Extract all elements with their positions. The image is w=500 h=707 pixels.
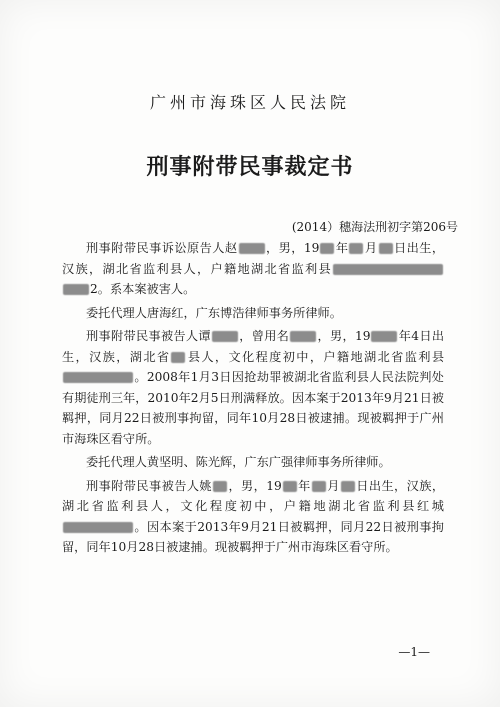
paragraph-text: 4日出生，汉族，湖北省 — [62, 329, 445, 364]
paragraph-text: 刑事附带民事诉讼原告人赵 — [86, 241, 238, 255]
redaction-mark — [290, 331, 316, 342]
redaction-mark — [349, 243, 363, 254]
redaction-mark — [63, 372, 133, 383]
redaction-mark — [283, 481, 297, 492]
paragraph — [62, 452, 444, 473]
paragraph-text: 县人，文化程度初中，户籍地湖北省监利县 — [186, 349, 445, 364]
redaction-mark — [63, 284, 89, 295]
redaction-mark — [371, 331, 397, 342]
paragraph-text: 刑事附带民事被告人姚 — [86, 478, 213, 493]
case-number: (2014）穗海法刑初字第206号 — [291, 220, 458, 234]
paragraph-text: 2。系本案被害人。 — [90, 282, 196, 296]
redaction-mark — [212, 331, 238, 342]
paragraph-text: 年 — [398, 329, 412, 343]
paragraph-text: 委托代理人黄坚明、陈光辉，广东广强律师事务所律师。 — [86, 455, 391, 469]
redaction-mark — [63, 522, 133, 533]
paragraph-text: 刑事附带民事被告人谭 — [86, 329, 211, 343]
redaction-mark — [333, 264, 443, 275]
redaction-mark — [341, 481, 355, 492]
redaction-mark — [213, 481, 227, 492]
paragraph-text: 月 — [326, 478, 340, 493]
paragraph-text: ，曾用名 — [238, 329, 290, 343]
redaction-mark — [312, 481, 326, 492]
paragraph-text: 日出生，汉族，湖北省监利县人，文化程度初中，户籍地湖北省监利县红城 — [62, 478, 445, 513]
paragraph-text: ，男，19 — [317, 329, 371, 343]
page-number: —1— — [398, 645, 430, 659]
redaction-mark — [379, 243, 393, 254]
paragraph — [62, 303, 444, 324]
paragraph-text: ，男，19 — [228, 478, 282, 493]
paragraph-text: 。2008年1月3日因抢劫罪被湖北省监利县人民法院判处有期徒刑三年，2010年2月5日刑满释放。因本案于2013年9月21日被羁押，同月22日被刑事拘留，同年10月28日被逮捕。现被羁押于广州市海珠区看守所。 — [62, 370, 444, 446]
redaction-mark — [239, 243, 265, 254]
redaction-mark — [171, 352, 185, 363]
redaction-mark — [320, 243, 334, 254]
paragraph-text: ，男，19 — [265, 241, 320, 255]
paragraph — [62, 476, 444, 558]
court-name: 广州市海珠区人民法院 — [149, 93, 350, 112]
document-title: 刑事附带民事裁定书 — [146, 154, 354, 180]
paragraph-text: 。因本案于2013年9月21日被羁押，同月22日被刑事拘留，同年10月28日被逮捕。现被羁押于广州市海珠区看守所。 — [62, 519, 444, 554]
paragraph-text: 年 — [297, 478, 311, 493]
paragraph-text: 年 — [335, 241, 349, 255]
paragraph — [62, 326, 444, 449]
paragraph-text: 月 — [364, 241, 378, 255]
document-body — [62, 238, 444, 561]
paragraph-text: 委托代理人唐海红，广东博浩律师事务所律师。 — [86, 305, 342, 320]
paragraph — [62, 238, 444, 300]
paragraph-text: 日出生，汉族，湖北省监利县人，户籍地湖北省监利县 — [62, 241, 445, 276]
